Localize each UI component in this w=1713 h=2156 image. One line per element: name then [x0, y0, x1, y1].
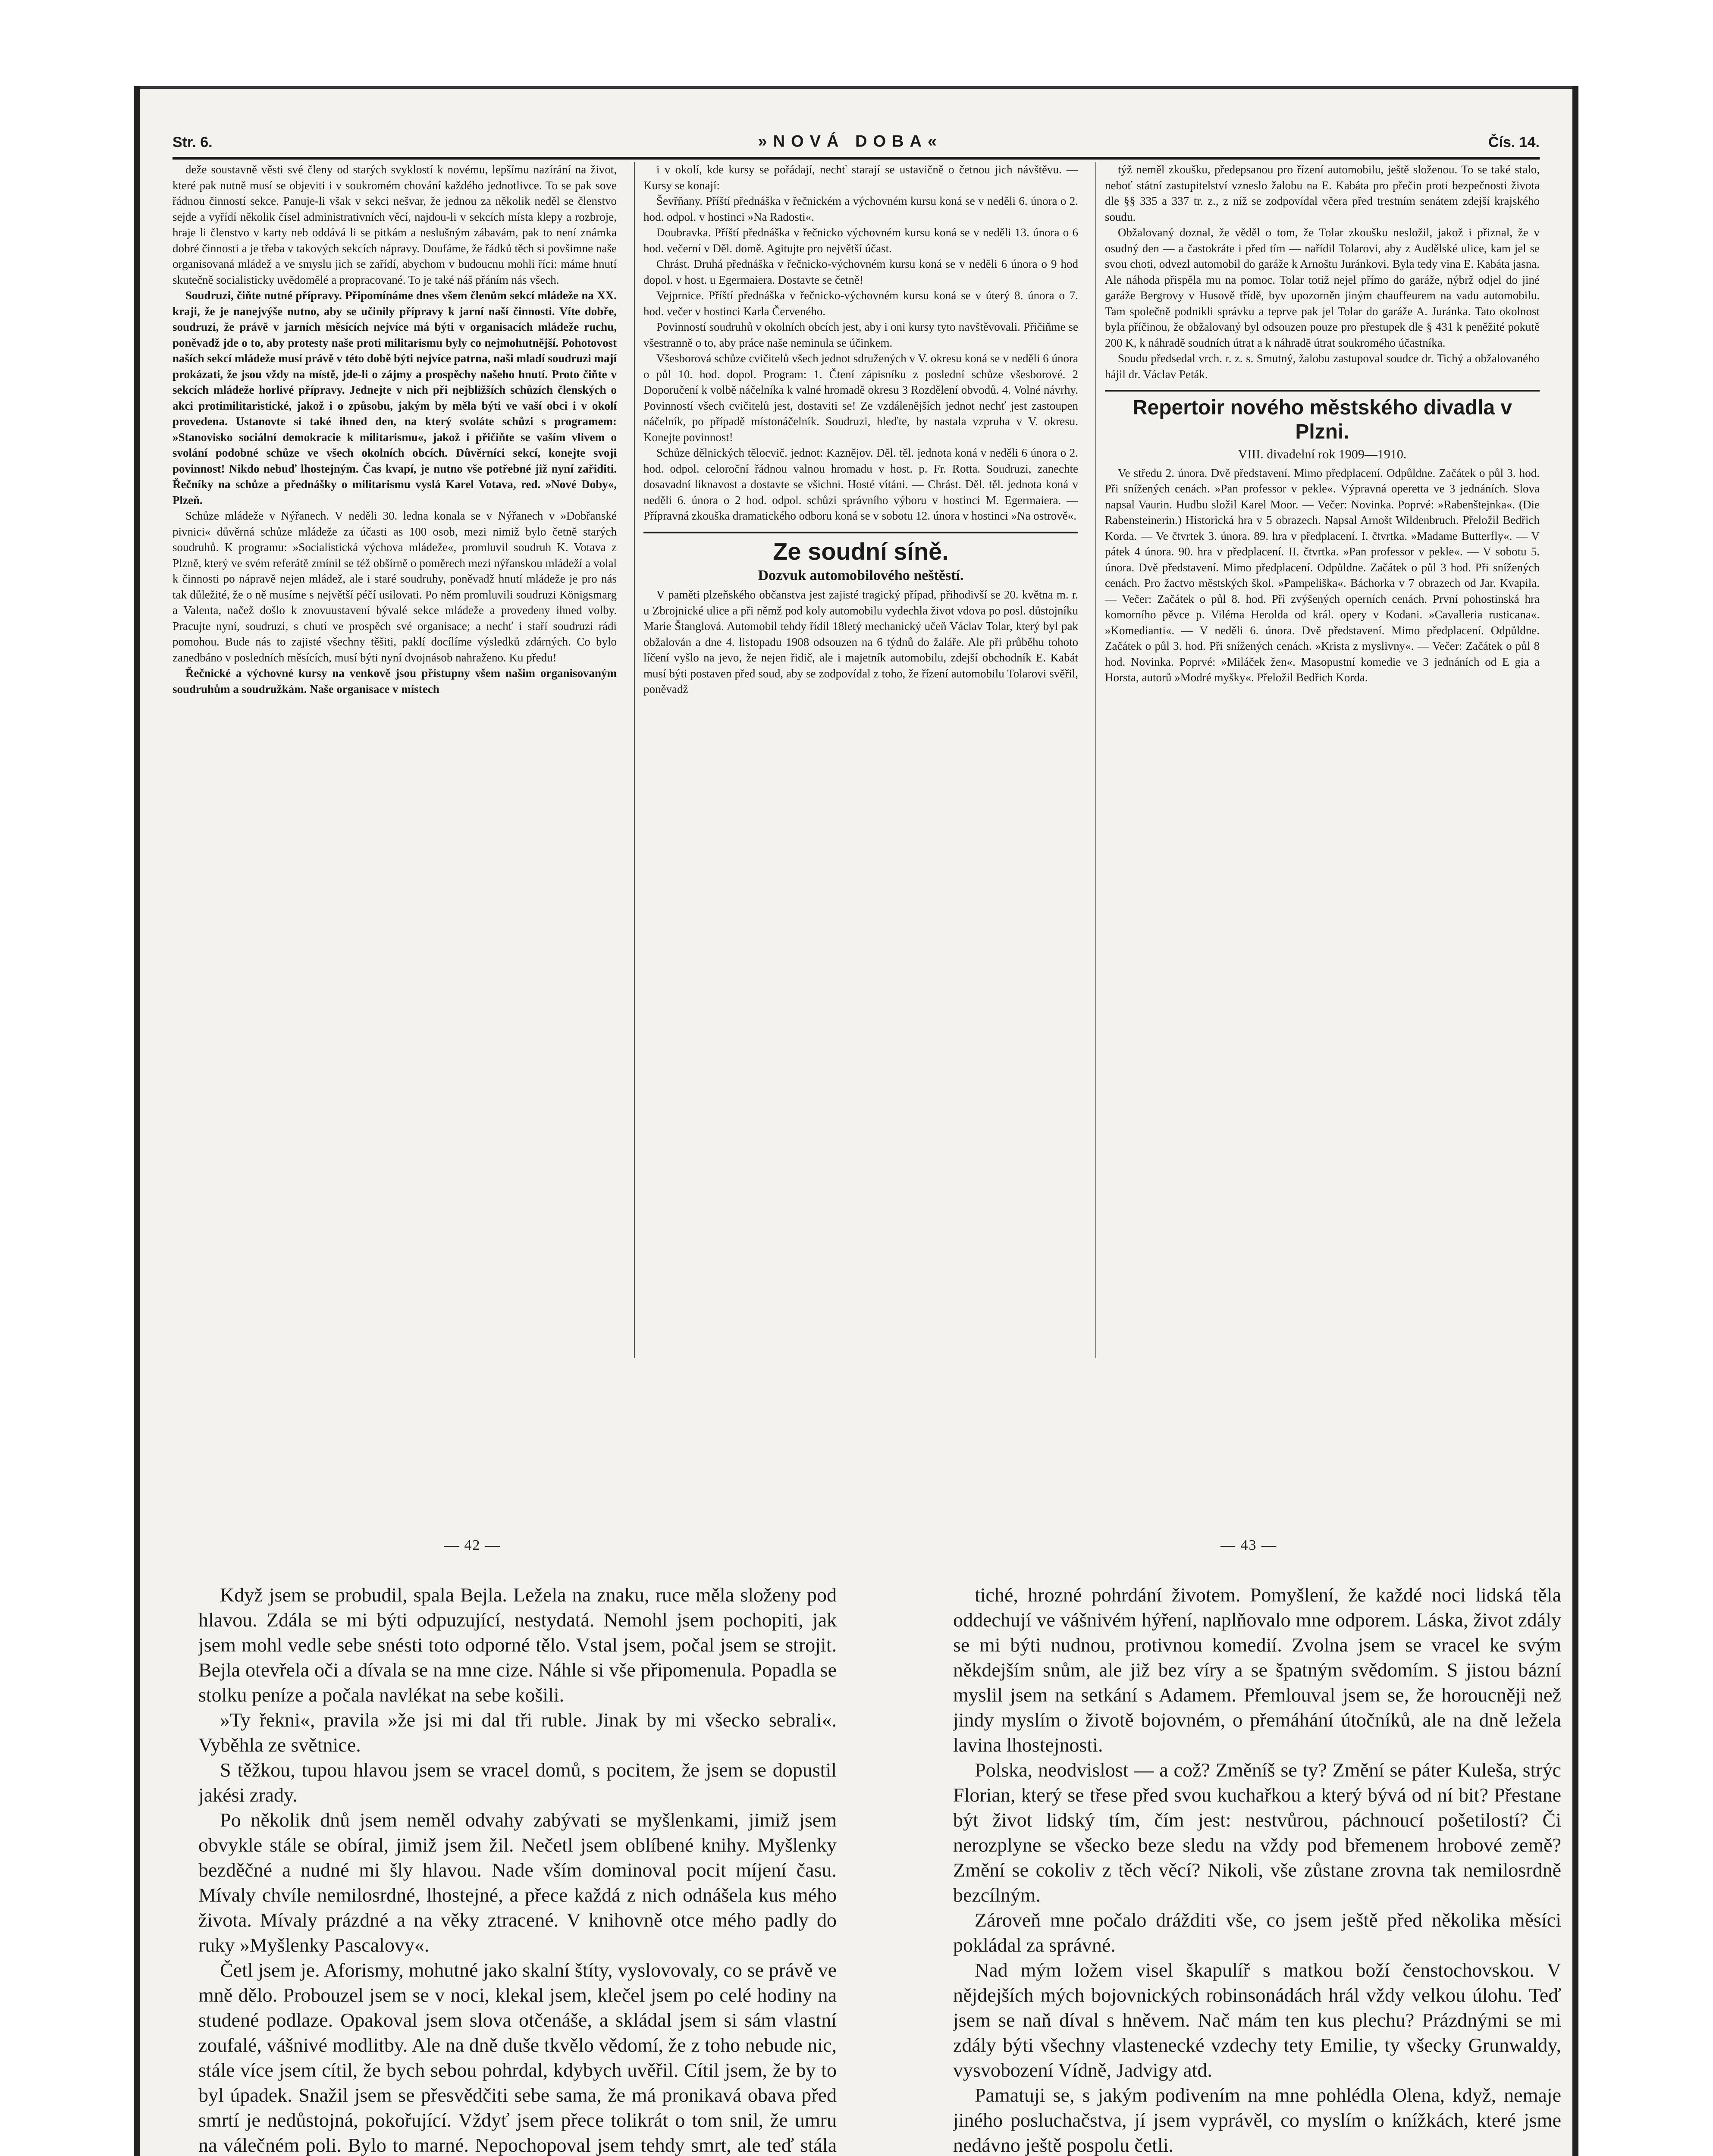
section-rule — [643, 532, 1078, 533]
col2-paragraph: Povinností soudruhů v okolních obcích jest, aby i oni kursy tyto navštěvovali. Přičiňme se všestranně o to, aby práce naše neminula se účinkem. — [643, 320, 1078, 349]
header-title: »NOVÁ DOBA« — [758, 132, 943, 150]
court-section-heading: Ze soudní síně. — [773, 537, 949, 565]
book-paragraph: Pamatuji se, s jakým podivením na mne pohlédla Olena, když, nemaje jiného posluchačstva, jí jsem vyprávěl, co myslím o knížkách, které jsme nedávno ještě pospolu četli. — [953, 2084, 1561, 2156]
book-paragraph: Polska, neodvislost — a což? Změníš se ty? Změní se páter Kuleša, strýc Florian, který se třese před svou kuchařkou a který bývá od ní bit? Přestane být život lidský tím, čím jest: nestvůrou, páchnoucí pošetilostí? Či nerozplyne se všecko beze sledu na vždy pod břemenem hrobové země? Změní se cokoliv z těch věcí? Nikoli, vše zůstane zrovna tak nemilosrdně bezcílným. — [953, 1759, 1561, 1906]
book-page-number-left: — 42 — — [444, 1537, 501, 1553]
newspaper-columns — [173, 162, 1540, 1358]
book-page-right — [953, 1583, 1561, 2156]
col1-paragraph: Soudruzi, čiňte nutné přípravy. Připomínáme dnes všem členům sekcí mládeže na XX. kraji, že je nanejvýše nutno, aby se učinily přípravy k jarní naší činnosti. Víte dobře, soudruzi, že právě v jarních měsících nejvíce má býti v organisacích mládeže ruchu, poněvadž jde o to, aby protesty naše proti militarismu byly co nejmohutnější. Pohotovost naších sekcí mládeže musí právě v této době býti nejvíce patrna, naši mladí soudruzi mají prokázati, že jsou vždy na místě, jde-li o zájmy a prospěchy našeho hnutí. Proto čiňte v sekcích mládeže horlivé přípravy. Jednejte v nich při nejbližších schůzích členských o akci protimilitaristické, jakož i o způsobu, jakým by měla býti ve vaší obci i v okolí provedena. Ustanovte si také ihned den, na který svoláte schůzi s programem: »Stanovisko sociální demokracie k militarismu«, jakož i přičiňte se vaším vlivem o svolání podobné schůze ve všech okolních obcích. Důvěrníci sekcí, konejte svoji povinnost! Nikdo nebuď lhostejným. Čas kvapí, je nutno vše potřebné již nyní zařiditi. Řečníky na schůze a přednášky o militarismu vyslá Karel Votava, red. »Nové Doby«, Plzeň. — [173, 289, 617, 507]
book-paragraph: Nad mým ložem visel škapulíř s matkou boží čenstochovskou. V nějdejších mých bojovnických robinsonádách hrál vždy velkou úlohu. Teď jsem se naň díval s hněvem. Nač mám ten kus plechu? Prázdnými se mi zdály býti všechny vlastenecké vzdechy tety Emilie, ty všecky Grunwaldy, vysvobození Vídně, Jadvigy atd. — [953, 1959, 1561, 2081]
page-header — [173, 112, 1540, 160]
theatre-repertoire-text: Ve středu 2. února. Dvě představení. Mimo předplacení. Odpůldne. Začátek o půl 3. hod. Při snížených cenách. »Pan professor v pekle«. Výpravná operetta ve 3 jednáních. Slova napsal Vaurin. Hudbu složil Karel Moor. — Večer: Novinka. Poprvé: »Rabenštejnka«. (Die Rabensteinerin.) Historická hra v 5 obrazech. Napsal Arnošt Wildenbruch. Přeložil Bedřich Korda. — Ve čtvrtek 3. února. 89. hra v předplacení. I. čtvrtka. »Madame Butterfly«. — V pátek 4 února. 90. hra v předplacení. II. čtvrtka. »Pan professor v pekle«. — V sobotu 5. února. Dvě představení. Mimo předplacení. Odpůldne. Začátek o půl 3 hod. Při snížených cenách. Pro žactvo městských škol. »Pampeliška«. Báchorka v 7 obrazech od Jar. Kvapila. — Večer: Začátek o půl 8. hod. Při zvýšených operních cenách. První pohostinská hra komorního pěvce p. Viléma Herolda od král. opery v Kodani. »Cavalleria rusticana«. »Komedianti«. — V neděli 6. února. Dvě představení. Mimo předplacení. Odpůldne. Začátek o půl 3. hod. Při snížených cenách. »Krista z myslivny«. — Večer: Začátek o půl 8 hod. Novinka. Poprvé: »Miláček žen«. Masopustní komedie ve 3 jednáních od E gia a Horsta, autorů »Modré myšky«. Přeložil Bedřich Korda. — [1105, 466, 1540, 684]
scan-edge-left — [134, 86, 140, 2156]
court-paragraph: V paměti plzeňského občanstva jest zajisté tragický případ, přihodivší se 20. května m. r. u Zbrojnické ulice a při němž pod koly automobilu vydechla život vdova po posl. důstojníku Marie Štanglová. Automobil tehdy řídil 18letý mechanický učeň Václav Tolar, který byl pak obžalován a dne 4. listopadu 1908 odsouzen na 6 týdnů do žaláře. Ale při průběhu tohoto líčení vyšlo na jevo, že nejen řidič, ale i majetník automobilu, zdejší obchodník E. Kabát musí býti postaven před soud, aby se zodpovídal z toho, že řízení automobilu Tolarovi svěřil, poněvadž — [643, 588, 1078, 696]
book-page-left — [198, 1583, 837, 2156]
court-article-heading: Dozvuk automobilového neštěstí. — [758, 567, 964, 583]
theatre-season-label: VIII. divadelní rok 1909—1910. — [1238, 447, 1407, 461]
col2-paragraph: Ševřňany. Příští přednáška v řečnickém a výchovném kursu koná se v neděli 6. února o 2. hod. odpol. v hostinci »Na Radosti«. — [643, 194, 1078, 223]
book-paragraph: Když jsem se probudil, spala Bejla. Ležela na znaku, ruce měla složeny pod hlavou. Zdála se mi býti odpuzující, nestydatá. Nemohl jsem pochopiti, jak jsem mohl vedle sebe snésti toto odporné tělo. Vstal jsem, počal jsem se strojit. Bejla otevřela oči a dívala se na mne cize. Náhle si vše připomenula. Popadla se stolku peníze a počala navlékat na sebe košili. — [198, 1584, 837, 1706]
col2-paragraph: Vejprnice. Příští přednáška v řečnicko-výchovném kursu koná se v úterý 8. února o 7. hod. večer v hostinci Karla Červeného. — [643, 289, 1078, 318]
column-2 — [634, 162, 1078, 1358]
book-paragraph: Četl jsem je. Aforismy, mohutné jako skalní štíty, vyslovovaly, co se právě ve mně dělo. Probouzel jsem se v noci, klekal jsem, klečel jsem po celé hodiny na studené podlaze. Opakoval jsem slova otčenáše, a skládal jsem si sám vlastní zoufalé, vášnivé modlitby. Ale na dně duše tkvělo vědomí, že z toho nebude nic, stále více jsem cítil, že bych sebou pohrdal, kdybych uvěřil. Cítil jsem, že by to byl úpadek. Snažil jsem se přesvědčiti sebe sama, že má pronikavá obava před smrtí je nedůstojná, pokořující. Vždyť jsem přece tolikrát o tom snil, že umru na válečném poli. Bylo to marné. Nepochopoval jsem tehdy smrt, ale teď stála — [198, 1959, 837, 2156]
book-page-number-right: — 43 — — [1220, 1537, 1277, 1553]
newspaper-page — [134, 86, 1578, 2156]
col3-paragraph: týž neměl zkoušku, předepsanou pro řízení automobilu, ještě složenou. To se také stalo, neboť státní zastupitelství vzneslo žalobu na E. Kabáta pro přečin proti bezpečnosti života dle §§ 335 a 337 tr. z., z níž se zodpovídal včera před trestním senátem zdejší krajského soudu. — [1105, 163, 1540, 223]
book-paragraph: Zároveň mne počalo drážditi vše, co jsem ještě před několika měsíci pokládal za správné. — [953, 1909, 1561, 1956]
book-paragraph: S těžkou, tupou hlavou jsem se vracel domů, s pocitem, že jsem se dopustil jakési zrady. — [198, 1759, 837, 1806]
col2-paragraph: Schůze dělnických tělocvič. jednot: Kaznějov. Děl. těl. jednota koná v neděli 6 února o 2. hod. odpol. celoroční řádnou valnou hromadu v host. p. Fr. Rotta. Soudruzi, zanechte dosavadní liknavost a dostavte se všichni. Hosté vítáni. — Chrást. Děl. těl. jednota koná v neděli 6. února o 2 hod. odpol. schůzi správního výboru v hostinci M. Egermaiera. — Přípravná zkouška dramatického odboru koná se v sobotu 12. února v hostinci »Na ostrově«. — [643, 446, 1078, 522]
column-3 — [1095, 162, 1540, 1358]
book-paragraph: »Ty řekni«, pravila »že jsi mi dal tři ruble. Jinak by mi všecko sebrali«. Vyběhla ze světnice. — [198, 1709, 837, 1756]
col3-paragraph: Obžalovaný doznal, že věděl o tom, že Tolar zkoušku nesložil, jakož i přiznal, že v osudný den — a častokráte i před tím — nařídil Tolarovi, aby z Audělské ulice, kam jel se svou choti, odvezl automobil do garáže k Arnoštu Juránkovi. Byla tedy vina E. Kabáta jasna. Ale náhoda přispěla mu na pomoc. Tolar totiž nejel přímo do garáže, nýbrž odjel do jiné garáže Bergrovy v Husově třídě, byv upozorněn jiným chauffeurem na vadu automobilu. Tam společně podnikli správku a teprve pak jel Tolar do garáže A. Juránka. Tato okolnost byla příčinou, že obžalovaný byl odsouzen pouze pro přestupek dle § 431 k peněžité pokutě 200 K, k náhradě soudních útrat a k náhradě útrat soukromého účastníka. — [1105, 226, 1540, 349]
col2-paragraph: Doubravka. Příští přednáška v řečnicko výchovném kursu koná se v neděli 13. února o 6 hod. večerní v Děl. domě. Agitujte pro největší účast. — [643, 226, 1078, 255]
theatre-repertoire-heading: Repertoir nového městského divadla v Plzni. — [1132, 396, 1512, 443]
header-page-label: Str. 6. — [173, 134, 213, 150]
col3-paragraph: Soudu předsedal vrch. r. z. s. Smutný, žalobu zastupoval soudce dr. Tichý a obžalovaného hájil dr. Václav Peták. — [1105, 352, 1540, 381]
col1-paragraph: Schůze mládeže v Nýřanech. V neděli 30. ledna konala se v Nýřanech v »Dobřanské pivnici« důvěrná schůze mládeže za účasti as 100 osob, mezi nimiž bylo četně starých soudruhů. K programu: »Socialistická výchova mládeže«, promluvil soudruh K. Votava z Plzně, který ve svém referátě zmínil se též obšírně o poměrech mezi nýřanskou mládeží a volal k činnosti po nápravě nejen mládež, ale i staré soudruhy, poněvadž hnutí mládeže je pro nás tak důležité, že o ně musíme s největší péčí usilovati. Po něm promluvili soudruzi Königsmarg a Valenta, načež došlo k znovuustavení bývalé sekce mládeže a provedeny ihned volby. Pracujte nyní, soudruzi, s chutí ve prospěch své organisace; a nechť i staří soudruzi rádi pomohou. Bude nás to zajisté všechny těšiti, paklí docílíme výsledků zdárných. Co bylo zanedbáno v posledních měsících, musí býti nyní dvojnásob nahraženo. Ku předu! — [173, 509, 617, 664]
col2-paragraph: Všesborová schůze cvičitelů všech jednot sdružených v V. okresu koná se v neděli 6 února o půl 10. hod. dopol. Program: 1. Čtení zápisníku z poslední schůze všesborové. 2 Doporučení k volbě náčelníka k valné hromadě okresu 3 Rozdělení obvodů. 4. Volné návrhy. Povinností všech cvičitelů jest, dostaviti se! Ze vzdálenějších jednot nechť jest zastoupen náčelník, po případě místonáčelník. Soudruzi, hleďte, by nastala vzpruha v V. okresu. Konejte povinnost! — [643, 352, 1078, 444]
col2-paragraph: Chrást. Druhá přednáška v řečnicko-výchovném kursu koná se v neděli 6 února o 9 hod dopol. v host. u Egermaiera. Dostavte se četně! — [643, 257, 1078, 286]
col1-paragraph: Řečnické a výchovné kursy na venkově jsou přístupny všem našim organisovaným soudruhům a soudružkám. Naše organisace v místech — [173, 667, 617, 696]
column-1 — [173, 162, 617, 1358]
section-rule — [1105, 390, 1540, 392]
book-paragraph: Po několik dnů jsem neměl odvahy zabývati se myšlenkami, jimiž jsem obvykle stále se obíral, jimiž jsem žil. Nečetl jsem oblíbené knihy. Myšlenky bezděčné a nudné mi šly hlavou. Nade vším dominoval pocit míjení času. Mívaly chvíle nemilosrdné, lhostejné, a přece každá z nich odnášela kus mého života. Mívaly prázdné a na věky ztracené. V knihovně otce mého padly do ruky »Myšlenky Pascalovy«. — [198, 1809, 837, 1956]
scan-edge-right — [1572, 86, 1578, 2156]
book-paragraph: tiché, hrozné pohrdání životem. Pomyšlení, že každé noci lidská těla oddechují ve vášnivém hýření, naplňovalo mne odporem. Láska, život zdály se mi býti nudnou, protivnou komedií. Zvolna jsem se vracel ke svým někdejším snům, ale již bez víry a se špatným svědomím. S jistou bázní myslil jsem na setkání s Adamem. Přemlouval jsem se, že horoucněji než jindy myslím o životě bojovném, o přemáhání útočníků, ale na dně ležela lavina lhostejnosti. — [953, 1584, 1561, 1756]
col2-paragraph: i v okolí, kde kursy se pořádají, nechť starají se ustavičně o četnou jich návštěvu. — Kursy se konají: — [643, 163, 1078, 192]
header-issue-number: Čís. 14. — [1488, 134, 1540, 150]
col1-paragraph: deže soustavně věsti své členy od starých svyklostí k novému, lepšímu nazírání na život, které pak nutně musí se objeviti i v soukromém chování každého jednotlivce. To se pak sove řádnou činností sekce. Panuje-li však v sekci nešvar, že jednou za několik neděl se členstvo sejde a vyřídí několik čísel administrativních věcí, najdou-li v sekcích místa klepy a rozbroje, hraje li členstvo v karty neb oddává li se pitkám a neslušným zábavám, pak to není známka dobré činnosti a je třeba v takových sekcích nápravy. Doufáme, že řádků těch si povšimne naše organisovaná mládež a ve smyslu jich se zařídí, abychom v budoucnu mohli říci: máme hnutí skutečně socialisticky uvědomělé a propracované. To je také náš přáním nás všech. — [173, 163, 617, 286]
